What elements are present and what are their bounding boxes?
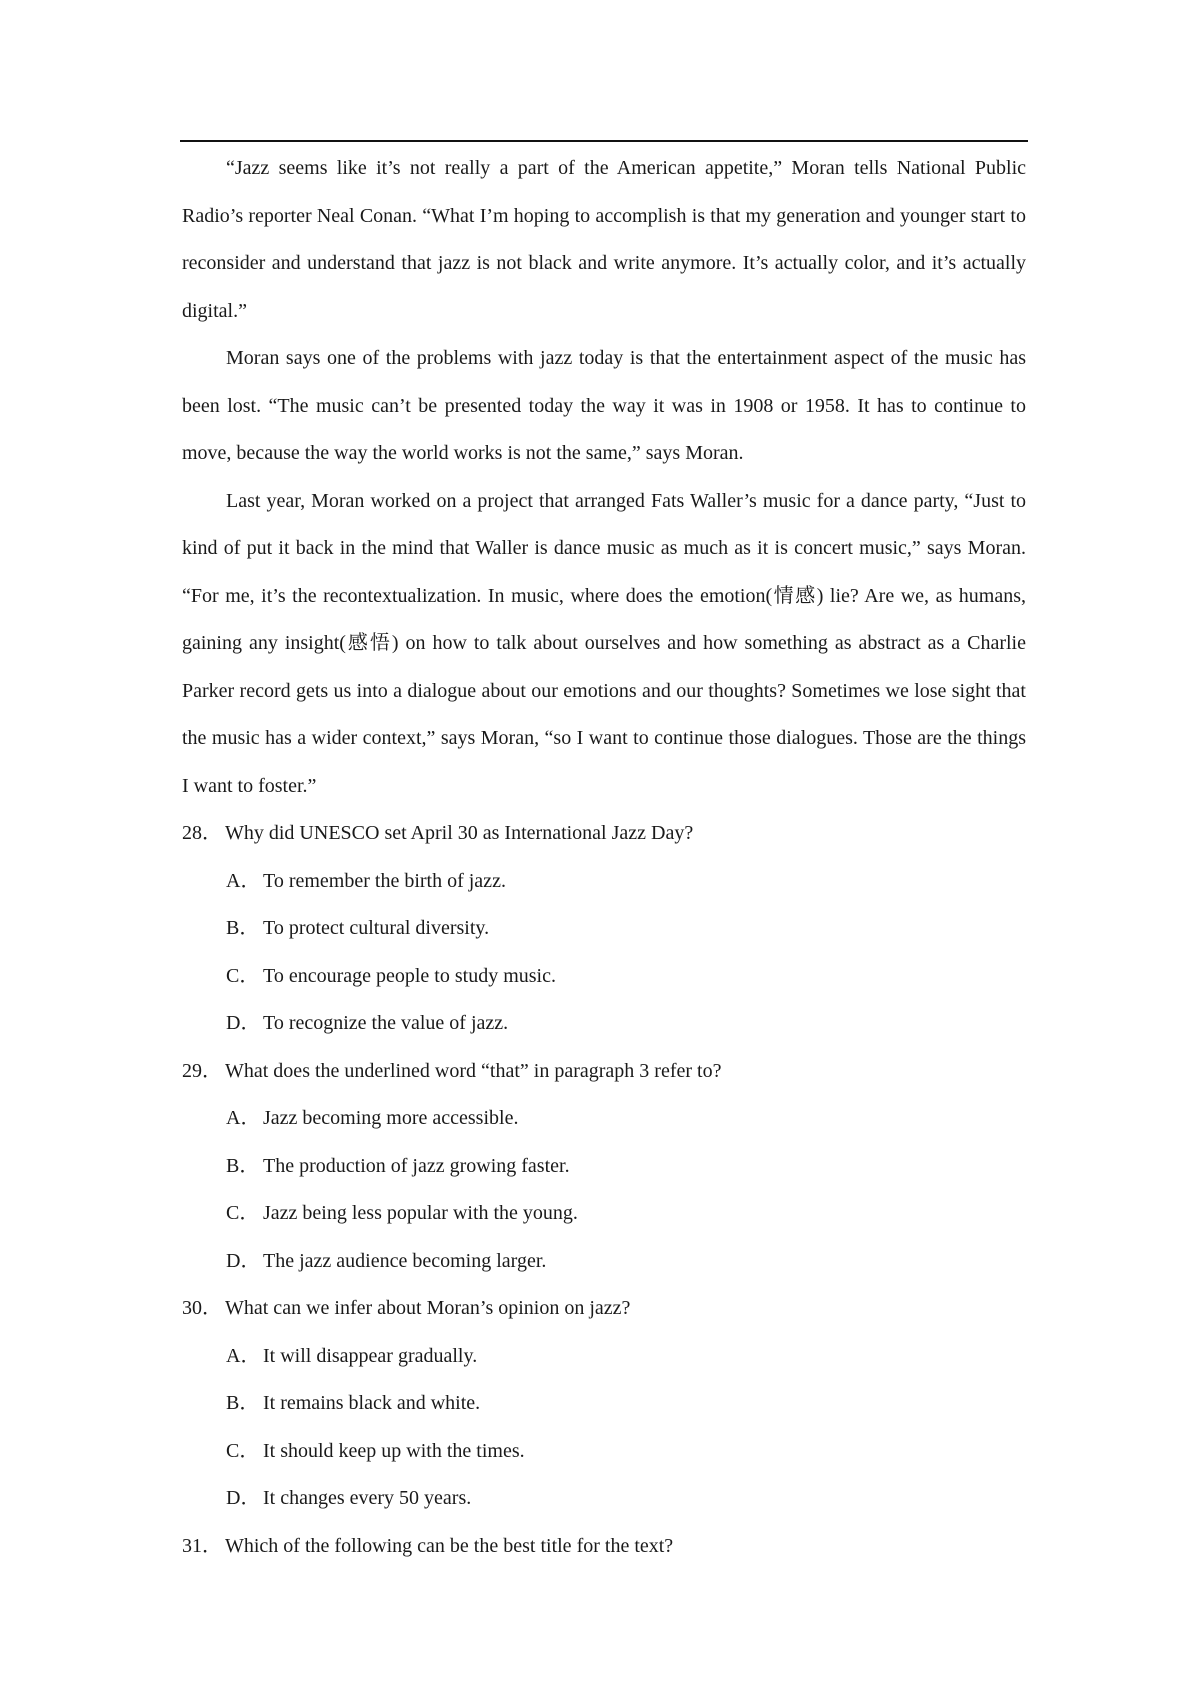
document-body	[182, 145, 1026, 1570]
option-text: It remains black and white.	[263, 1392, 481, 1414]
option-letter: D．	[226, 1487, 261, 1509]
question-text: What can we infer about Moran’s opinion on jazz?	[225, 1297, 631, 1319]
option-letter: B．	[226, 1392, 260, 1414]
question-29	[182, 1048, 1026, 1286]
option-text: To encourage people to study music.	[263, 964, 556, 987]
answer-option[interactable]	[182, 1428, 1026, 1476]
option-text: Jazz being less popular with the young.	[263, 1202, 578, 1224]
passage-paragraph: “Jazz seems like it’s not really a part of the American appetite,” Moran tells National Public Radio’s reporter Neal Conan. “What I’m hoping to accomplish is that my generation and younger start to reconsider and understand that jazz is not black and write anymore. It’s actually color, and it’s actually digital.”	[182, 157, 1026, 322]
option-letter: C．	[226, 1202, 260, 1224]
option-text: It changes every 50 years.	[263, 1487, 472, 1509]
question-number: 28．	[182, 822, 222, 844]
question-stem	[182, 810, 1026, 858]
question-stem	[182, 1048, 1026, 1096]
question-number: 30．	[182, 1297, 222, 1319]
answer-option[interactable]	[182, 858, 1026, 906]
answer-option[interactable]	[182, 1475, 1026, 1523]
option-text: To recognize the value of jazz.	[263, 1012, 509, 1034]
option-text: The jazz audience becoming larger.	[263, 1249, 547, 1272]
option-letter: B．	[226, 917, 260, 939]
passage-paragraph: Last year, Moran worked on a project that arranged Fats Waller’s music for a dance party, “Just to kind of put it back in the mind that Waller is dance music as much as it is concert music,” says Moran. “For me, it’s the recontextualization. In music, where does the emotion(情感) lie? Are we, as humans, gaining any insight(感悟) on how to talk about ourselves and how something as abstract as a Charlie Parker record gets us into a dialogue about our emotions and our thoughts? Sometimes we lose sight that the music has a wider context,” says Moran, “so I want to continue those dialogues. Those are the things I want to foster.”	[182, 489, 1026, 797]
option-letter: C．	[226, 1439, 260, 1462]
option-text: Jazz becoming more accessible.	[263, 1107, 519, 1129]
header-rule	[180, 140, 1028, 142]
option-text: To protect cultural diversity.	[263, 917, 490, 939]
option-letter: D．	[226, 1012, 261, 1034]
question-number: 31．	[182, 1534, 222, 1557]
question-text: Why did UNESCO set April 30 as International Jazz Day?	[225, 822, 694, 844]
question-31	[182, 1523, 1026, 1571]
question-number: 29．	[182, 1059, 222, 1082]
answer-option[interactable]	[182, 1143, 1026, 1191]
option-letter: C．	[226, 964, 260, 987]
question-text: Which of the following can be the best title for the text?	[225, 1534, 674, 1557]
option-letter: A．	[226, 869, 261, 892]
question-30	[182, 1285, 1026, 1523]
answer-option[interactable]	[182, 1333, 1026, 1381]
question-stem	[182, 1523, 1026, 1571]
question-text: What does the underlined word “that” in paragraph 3 refer to?	[225, 1059, 722, 1082]
option-letter: D．	[226, 1249, 261, 1272]
option-text: The production of jazz growing faster.	[263, 1154, 570, 1177]
option-letter: A．	[226, 1107, 261, 1129]
answer-option[interactable]	[182, 1238, 1026, 1286]
answer-option[interactable]	[182, 1000, 1026, 1048]
passage-paragraph: Moran says one of the problems with jazz today is that the entertainment aspect of the music has been lost. “The music can’t be presented today the way it was in 1908 or 1958. It has to continue to move, because the way the world works is not the same,” says Moran.	[182, 347, 1026, 464]
option-text: It should keep up with the times.	[263, 1439, 525, 1462]
answer-option[interactable]	[182, 1380, 1026, 1428]
answer-option[interactable]	[182, 1190, 1026, 1238]
option-text: It will disappear gradually.	[263, 1344, 478, 1367]
answer-option[interactable]	[182, 1095, 1026, 1143]
option-letter: A．	[226, 1344, 261, 1367]
answer-option[interactable]	[182, 905, 1026, 953]
question-stem	[182, 1285, 1026, 1333]
option-text: To remember the birth of jazz.	[263, 869, 506, 892]
answer-option[interactable]	[182, 953, 1026, 1001]
option-letter: B．	[226, 1154, 260, 1177]
question-28	[182, 810, 1026, 1048]
